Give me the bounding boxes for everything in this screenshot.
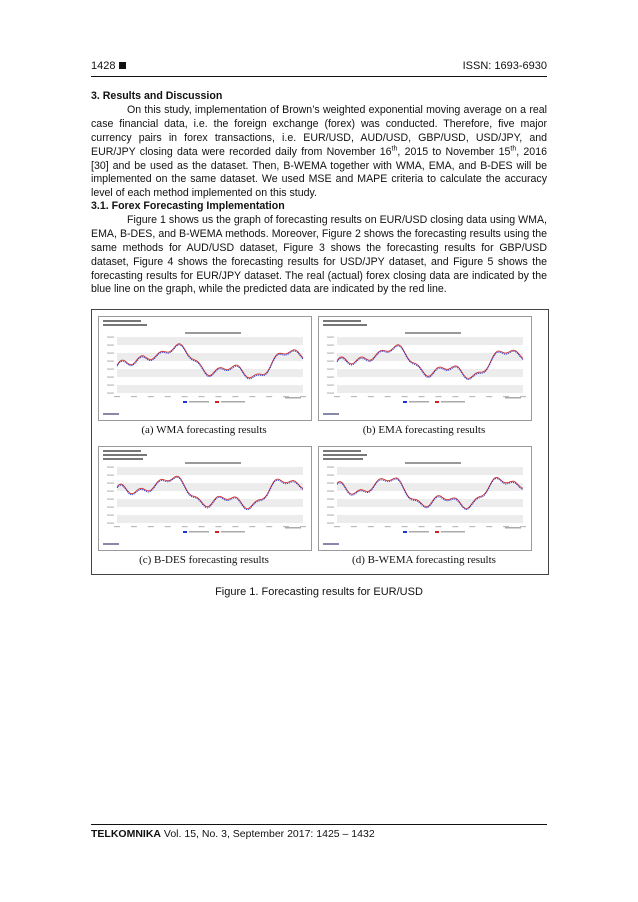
x-tick-label bbox=[249, 396, 255, 397]
x-tick-label bbox=[199, 396, 205, 397]
grid-band bbox=[117, 515, 303, 523]
legend-swatch-forecast bbox=[215, 531, 219, 533]
x-tick-label bbox=[486, 396, 492, 397]
x-tick-label bbox=[368, 396, 374, 397]
legend-label-line bbox=[189, 401, 209, 403]
info-line bbox=[323, 458, 363, 460]
y-tick-label bbox=[107, 499, 114, 500]
grid-band bbox=[117, 337, 303, 345]
y-tick-label bbox=[107, 475, 114, 476]
axis-label-line bbox=[285, 527, 301, 529]
axis-label-line bbox=[505, 397, 521, 399]
info-line bbox=[323, 324, 367, 326]
y-tick-label bbox=[327, 337, 334, 338]
axis-label-line bbox=[285, 397, 301, 399]
x-tick-label bbox=[419, 396, 425, 397]
caption-bwema: (d) B-WEMA forecasting results bbox=[352, 554, 496, 566]
caption-ema: (b) EMA forecasting results bbox=[362, 424, 486, 436]
section-results bbox=[91, 90, 547, 201]
x-tick-label bbox=[402, 396, 408, 397]
panel-bdes-chart bbox=[98, 446, 312, 551]
y-tick-label bbox=[107, 483, 114, 484]
x-tick-label bbox=[435, 396, 441, 397]
section-paragraph: On this study, implementation of Brown’s weighted exponential moving average on a real case financial data, i.e. the foreign exchange (forex) was conducted. Therefore, five major currency pairs in forex transactions, i.e. EUR/USD, AUD/USD, GBP/USD, USD/JPY, and EUR/JPY closing data were recorded daily from November 16th, 2015 to November 15th, 2016 [30] and be used as the dataset. Then, B-WEMA together with WMA, EMA, and B-DES will be implemented on the same dataset. We used MSE and MAPE criteria to calculate the accuracy level of each method implemented on this study. bbox=[91, 103, 547, 200]
y-tick-label bbox=[107, 345, 114, 346]
y-tick-label bbox=[327, 369, 334, 370]
legend-label-line bbox=[409, 531, 429, 533]
y-tick-label bbox=[107, 467, 114, 468]
header-rule bbox=[91, 76, 547, 77]
x-tick-label bbox=[232, 526, 238, 527]
legend-label-line bbox=[189, 531, 209, 533]
y-tick-label bbox=[327, 353, 334, 354]
axis-label-line bbox=[505, 527, 521, 529]
section-forex bbox=[91, 200, 547, 297]
page-footer: TELKOMNIKA Vol. 15, No. 3, September 2017: 1425 – 1432 bbox=[91, 828, 375, 840]
grid-band bbox=[337, 385, 523, 393]
legend-label-line bbox=[441, 401, 465, 403]
info-line bbox=[323, 320, 361, 322]
x-tick-label bbox=[114, 526, 120, 527]
y-tick-label bbox=[107, 385, 114, 386]
x-tick-label bbox=[215, 396, 221, 397]
footer-link-line bbox=[323, 413, 339, 415]
x-tick-label bbox=[215, 526, 221, 527]
x-tick-label bbox=[486, 526, 492, 527]
x-tick-label bbox=[165, 396, 171, 397]
x-tick-label bbox=[402, 526, 408, 527]
x-tick-label bbox=[114, 396, 120, 397]
x-tick-label bbox=[385, 526, 391, 527]
y-tick-label bbox=[327, 377, 334, 378]
chart-ema bbox=[319, 317, 531, 420]
page-number: 1428 bbox=[91, 60, 126, 72]
info-line bbox=[103, 454, 147, 456]
x-tick-label bbox=[131, 526, 137, 527]
y-tick-label bbox=[107, 369, 114, 370]
chart-title-line bbox=[405, 462, 461, 464]
x-tick-label bbox=[266, 396, 272, 397]
x-tick-label bbox=[351, 526, 357, 527]
y-tick-label bbox=[107, 353, 114, 354]
y-tick-label bbox=[327, 467, 334, 468]
info-line bbox=[323, 454, 367, 456]
panel-bwema-chart bbox=[318, 446, 532, 551]
chart-title-line bbox=[405, 332, 461, 334]
y-tick-label bbox=[327, 345, 334, 346]
info-line bbox=[103, 450, 141, 452]
legend-label-line bbox=[441, 531, 465, 533]
y-tick-label bbox=[107, 361, 114, 362]
x-tick-label bbox=[182, 396, 188, 397]
footer-link-line bbox=[323, 543, 339, 545]
grid-band bbox=[117, 385, 303, 393]
y-tick-label bbox=[107, 377, 114, 378]
y-tick-label bbox=[327, 393, 334, 394]
footer-link-line bbox=[103, 413, 119, 415]
x-tick-label bbox=[334, 526, 340, 527]
y-tick-label bbox=[327, 483, 334, 484]
y-tick-label bbox=[327, 491, 334, 492]
grid-band bbox=[337, 483, 523, 491]
section-heading: 3. Results and Discussion bbox=[91, 90, 223, 102]
x-tick-label bbox=[452, 526, 458, 527]
y-tick-label bbox=[107, 515, 114, 516]
grid-band bbox=[337, 337, 523, 345]
x-tick-label bbox=[435, 526, 441, 527]
y-tick-label bbox=[327, 361, 334, 362]
panel-wma-chart bbox=[98, 316, 312, 421]
x-tick-label bbox=[182, 526, 188, 527]
y-tick-label bbox=[107, 393, 114, 394]
y-tick-label bbox=[327, 475, 334, 476]
x-tick-label bbox=[148, 526, 154, 527]
chart-bdes bbox=[99, 447, 311, 550]
legend-swatch-forecast bbox=[215, 401, 219, 403]
y-tick-label bbox=[327, 507, 334, 508]
info-line bbox=[103, 324, 147, 326]
y-tick-label bbox=[327, 499, 334, 500]
legend-label-line bbox=[409, 401, 429, 403]
caption-wma: (a) WMA forecasting results bbox=[141, 424, 267, 436]
chart-bwema bbox=[319, 447, 531, 550]
legend-swatch-actual bbox=[403, 531, 407, 533]
legend-label-line bbox=[221, 401, 245, 403]
x-tick-label bbox=[469, 396, 475, 397]
x-tick-label bbox=[165, 526, 171, 527]
y-tick-label bbox=[107, 491, 114, 492]
x-tick-label bbox=[452, 396, 458, 397]
x-tick-label bbox=[368, 526, 374, 527]
chart-title-line bbox=[185, 462, 241, 464]
x-tick-label bbox=[148, 396, 154, 397]
footer-link-line bbox=[103, 543, 119, 545]
grid-band bbox=[337, 515, 523, 523]
x-tick-label bbox=[334, 396, 340, 397]
y-tick-label bbox=[107, 523, 114, 524]
chart-title-line bbox=[185, 332, 241, 334]
subsection-paragraph: Figure 1 shows us the graph of forecasting results on EUR/USD closing data using WMA, EMA, B-DES, and B-WEMA methods. Moreover, Figure 2 shows the forecasting results using the same methods for AUD/USD dataset, Figure 3 shows the forecasting results for GBP/USD dataset, Figure 4 shows the forecasting results for USD/JPY dataset, and Figure 5 shows the forecasting results for EUR/JPY dataset. The real (actual) forex closing data are indicated by the blue line on the graph, while the predicted data are indicated by the red line. bbox=[91, 213, 547, 296]
info-line bbox=[323, 450, 361, 452]
x-tick-label bbox=[266, 526, 272, 527]
x-tick-label bbox=[232, 396, 238, 397]
legend-swatch-forecast bbox=[435, 401, 439, 403]
y-tick-label bbox=[327, 515, 334, 516]
legend-swatch-actual bbox=[183, 401, 187, 403]
x-tick-label bbox=[199, 526, 205, 527]
y-tick-label bbox=[107, 337, 114, 338]
grid-band bbox=[117, 467, 303, 475]
grid-band bbox=[337, 467, 523, 475]
x-tick-label bbox=[131, 396, 137, 397]
legend-swatch-forecast bbox=[435, 531, 439, 533]
x-tick-label bbox=[385, 396, 391, 397]
y-tick-label bbox=[327, 523, 334, 524]
subsection-heading: 3.1. Forex Forecasting Implementation bbox=[91, 200, 285, 212]
x-tick-label bbox=[419, 526, 425, 527]
x-tick-label bbox=[351, 396, 357, 397]
panel-ema-chart bbox=[318, 316, 532, 421]
chart-wma bbox=[99, 317, 311, 420]
figure-caption: Figure 1. Forecasting results for EUR/USD bbox=[215, 586, 423, 598]
issn: ISSN: 1693-6930 bbox=[462, 60, 547, 72]
x-tick-label bbox=[249, 526, 255, 527]
legend-label-line bbox=[221, 531, 245, 533]
legend-swatch-actual bbox=[183, 531, 187, 533]
info-line bbox=[103, 320, 141, 322]
caption-bdes: (c) B-DES forecasting results bbox=[139, 554, 269, 566]
square-bullet-icon bbox=[119, 62, 126, 69]
info-line bbox=[103, 458, 143, 460]
legend-swatch-actual bbox=[403, 401, 407, 403]
x-tick-label bbox=[469, 526, 475, 527]
figure-frame bbox=[91, 309, 549, 575]
y-tick-label bbox=[327, 385, 334, 386]
y-tick-label bbox=[107, 507, 114, 508]
footer-rule bbox=[91, 824, 547, 825]
